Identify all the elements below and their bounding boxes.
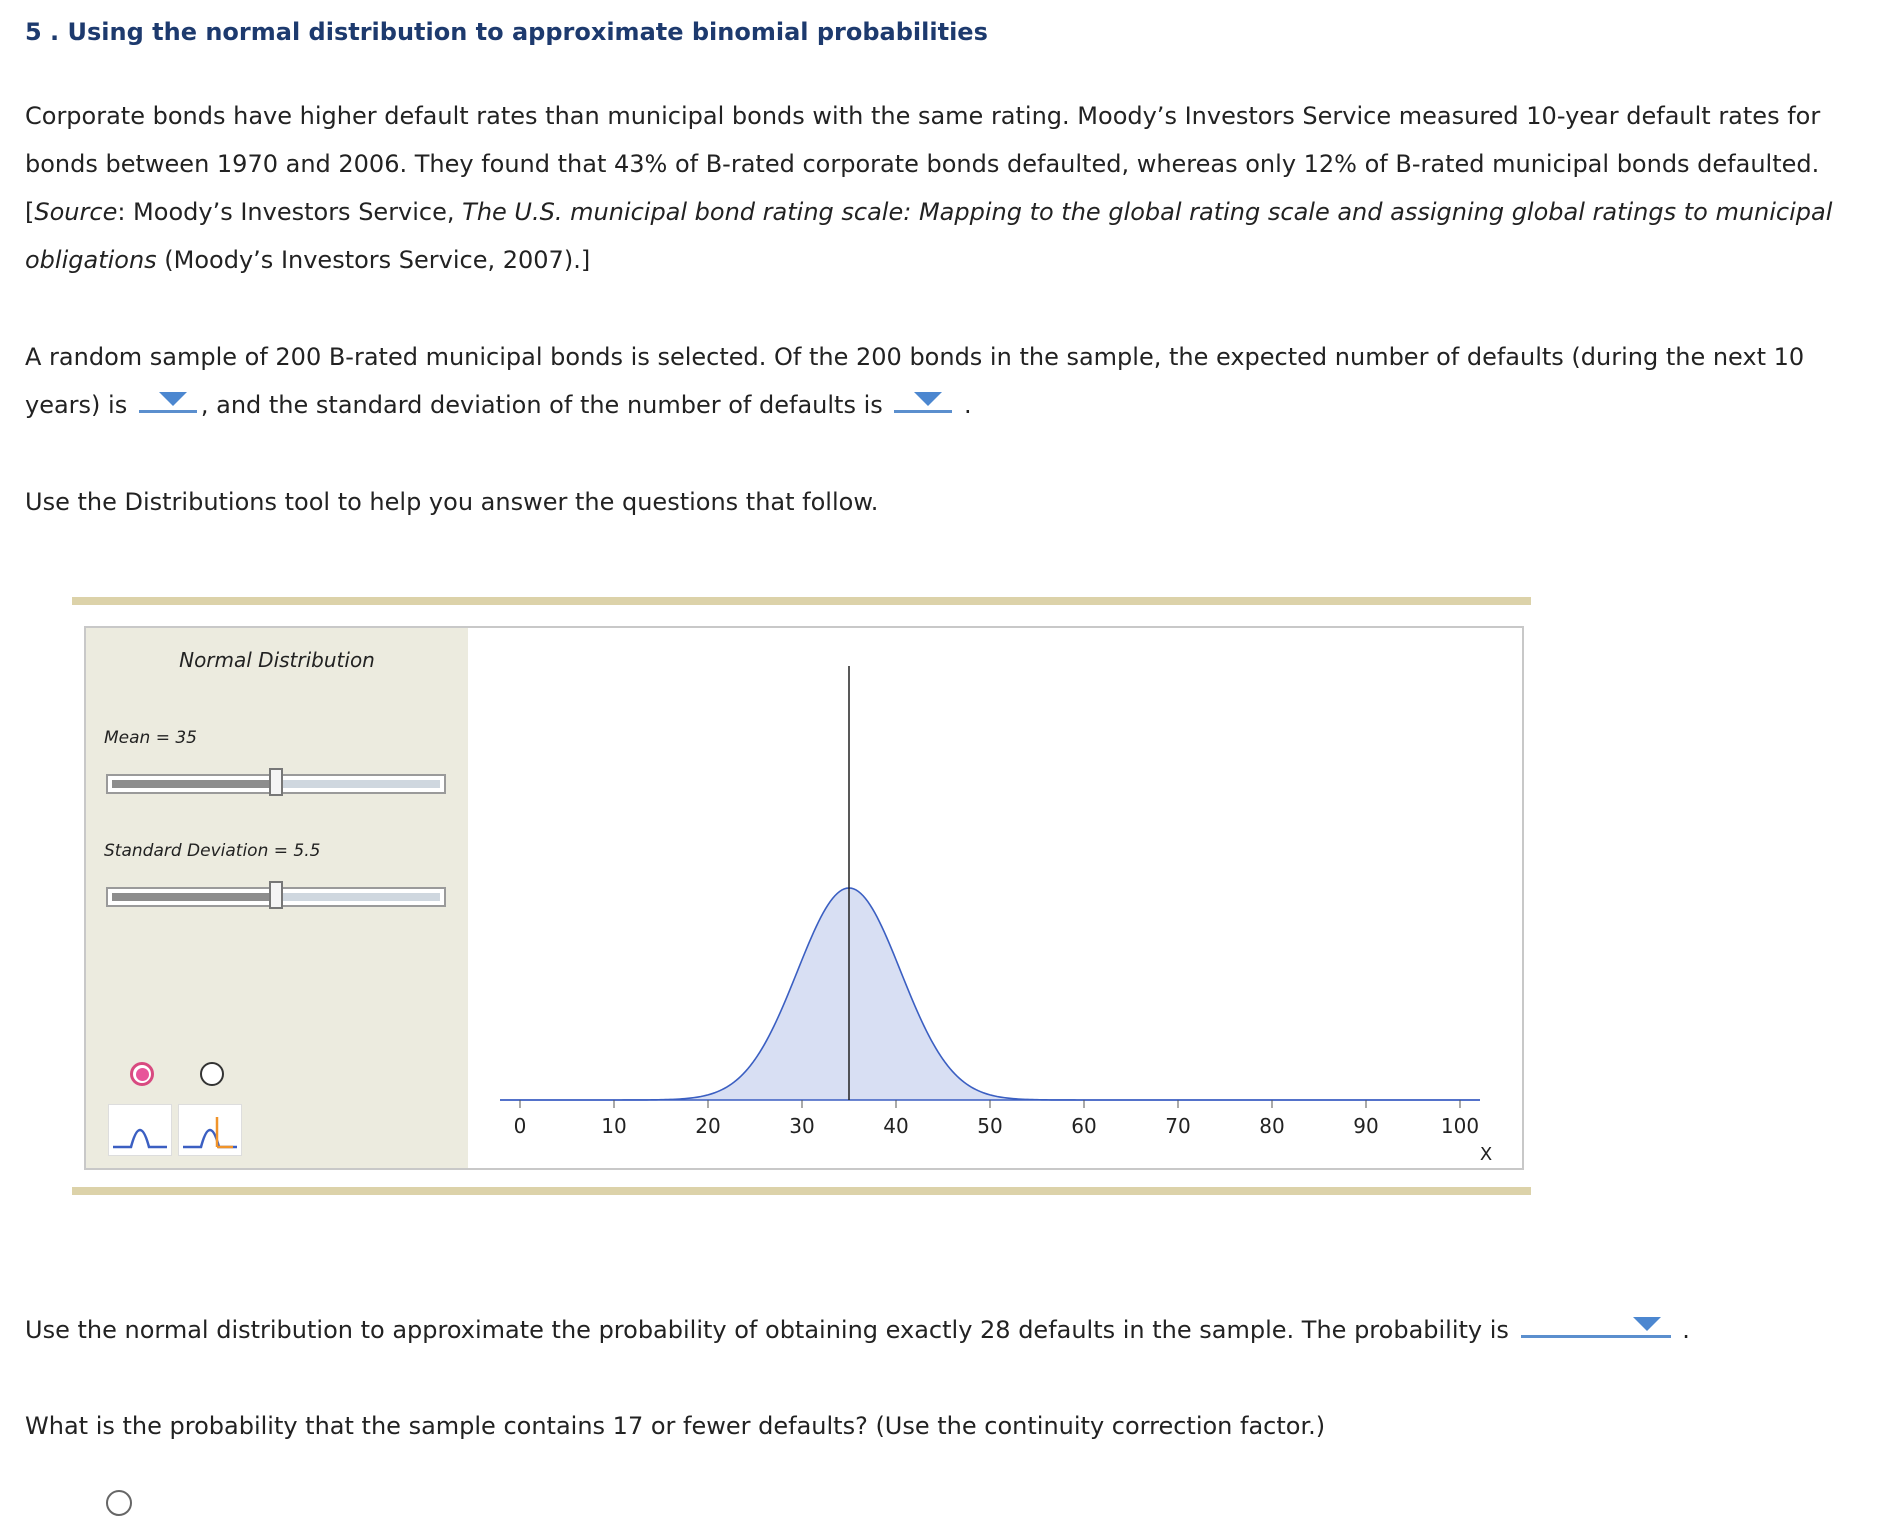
cumulative-probability-question: What is the probability that the sample contains 17 or fewer defaults? (Use the continuity correction factor.) bbox=[25, 1412, 1326, 1440]
tool-top-border bbox=[72, 597, 1531, 605]
expected-defaults-dropdown[interactable] bbox=[139, 384, 197, 413]
normal-curve-cutoff-icon[interactable] bbox=[178, 1104, 242, 1156]
answer-option-radio[interactable] bbox=[106, 1490, 132, 1516]
normal-distribution-chart bbox=[470, 628, 1520, 1168]
intro-line-2: bonds between 1970 and 2006. They found that 43% of B-rated corporate bonds defaulted, whereas only 12% of B-rated municipal bonds defaulted. bbox=[25, 150, 1820, 178]
panel-title: Normal Distribution bbox=[179, 648, 375, 672]
tool-instruction: Use the Distributions tool to help you answer the questions that follow. bbox=[25, 488, 879, 516]
x-tick-label: 10 bbox=[601, 1114, 627, 1138]
chevron-down-icon bbox=[159, 392, 187, 406]
chevron-down-icon bbox=[914, 392, 942, 406]
intro-paragraph bbox=[25, 92, 1865, 284]
exact-probability-question: Use the normal distribution to approximate the probability of obtaining exactly 28 defaults in the sample. The probability is . bbox=[25, 1306, 1865, 1354]
intro-line-1: Corporate bonds have higher default rates than municipal bonds with the same rating. Moody’s Investors Service measured 10-year default rates for bbox=[25, 102, 1821, 130]
sd-slider[interactable] bbox=[106, 887, 446, 907]
x-axis-label: X bbox=[1479, 1144, 1493, 1165]
x-tick-label: 80 bbox=[1259, 1114, 1285, 1138]
x-tick-label: 30 bbox=[789, 1114, 815, 1138]
sample-paragraph bbox=[25, 333, 1865, 429]
control-panel bbox=[86, 628, 468, 1168]
x-tick-label: 100 bbox=[1440, 1114, 1480, 1138]
mean-slider[interactable] bbox=[106, 774, 446, 794]
normal-curve-icon[interactable] bbox=[108, 1104, 172, 1156]
x-tick-label: 90 bbox=[1353, 1114, 1379, 1138]
density-fill bbox=[500, 888, 1480, 1100]
source-citation: [Source: Moody’s Investors Service, The U.S. municipal bond rating scale: Mapping to the global rating scale and assigning global ratings to municipal bbox=[25, 198, 1833, 226]
x-tick-label: 50 bbox=[977, 1114, 1003, 1138]
sd-slider-thumb[interactable] bbox=[269, 881, 283, 909]
x-tick-label: 40 bbox=[883, 1114, 909, 1138]
sample-line-2: years) is , and the standard deviation of the number of defaults is . bbox=[25, 381, 1865, 429]
std-dev-dropdown[interactable] bbox=[894, 384, 952, 413]
density-curve bbox=[500, 888, 1480, 1100]
question-title: 5 . Using the normal distribution to approximate binomial probabilities bbox=[25, 18, 988, 46]
x-tick-label: 70 bbox=[1165, 1114, 1191, 1138]
mean-label: Mean = 35 bbox=[104, 728, 198, 748]
cutoff-mode-radio[interactable] bbox=[200, 1062, 224, 1086]
sd-slider-filled bbox=[112, 893, 269, 901]
distributions-tool bbox=[84, 626, 1524, 1170]
chevron-down-icon bbox=[1633, 1317, 1661, 1331]
mean-slider-empty bbox=[283, 780, 440, 788]
x-tick-label: 0 bbox=[513, 1114, 527, 1138]
x-tick-label: 60 bbox=[1071, 1114, 1097, 1138]
sd-slider-empty bbox=[283, 893, 440, 901]
sample-line-1: A random sample of 200 B-rated municipal bonds is selected. Of the 200 bonds in the sample, the expected number of defaults (during the next 10 bbox=[25, 343, 1805, 371]
sd-label: Standard Deviation = 5.5 bbox=[104, 841, 321, 861]
source-title: The U.S. municipal bond rating scale: Mapping to the global rating scale and assigning global ratings to municipal bbox=[462, 198, 1833, 226]
mean-slider-filled bbox=[112, 780, 269, 788]
mean-slider-thumb[interactable] bbox=[269, 768, 283, 796]
normal-mode-radio[interactable] bbox=[130, 1062, 154, 1086]
probability-dropdown[interactable] bbox=[1521, 1309, 1671, 1338]
source-citation-cont: obligations (Moody’s Investors Service, 2007).] bbox=[25, 246, 591, 274]
tool-bottom-border bbox=[72, 1187, 1531, 1195]
x-tick-label: 20 bbox=[695, 1114, 721, 1138]
